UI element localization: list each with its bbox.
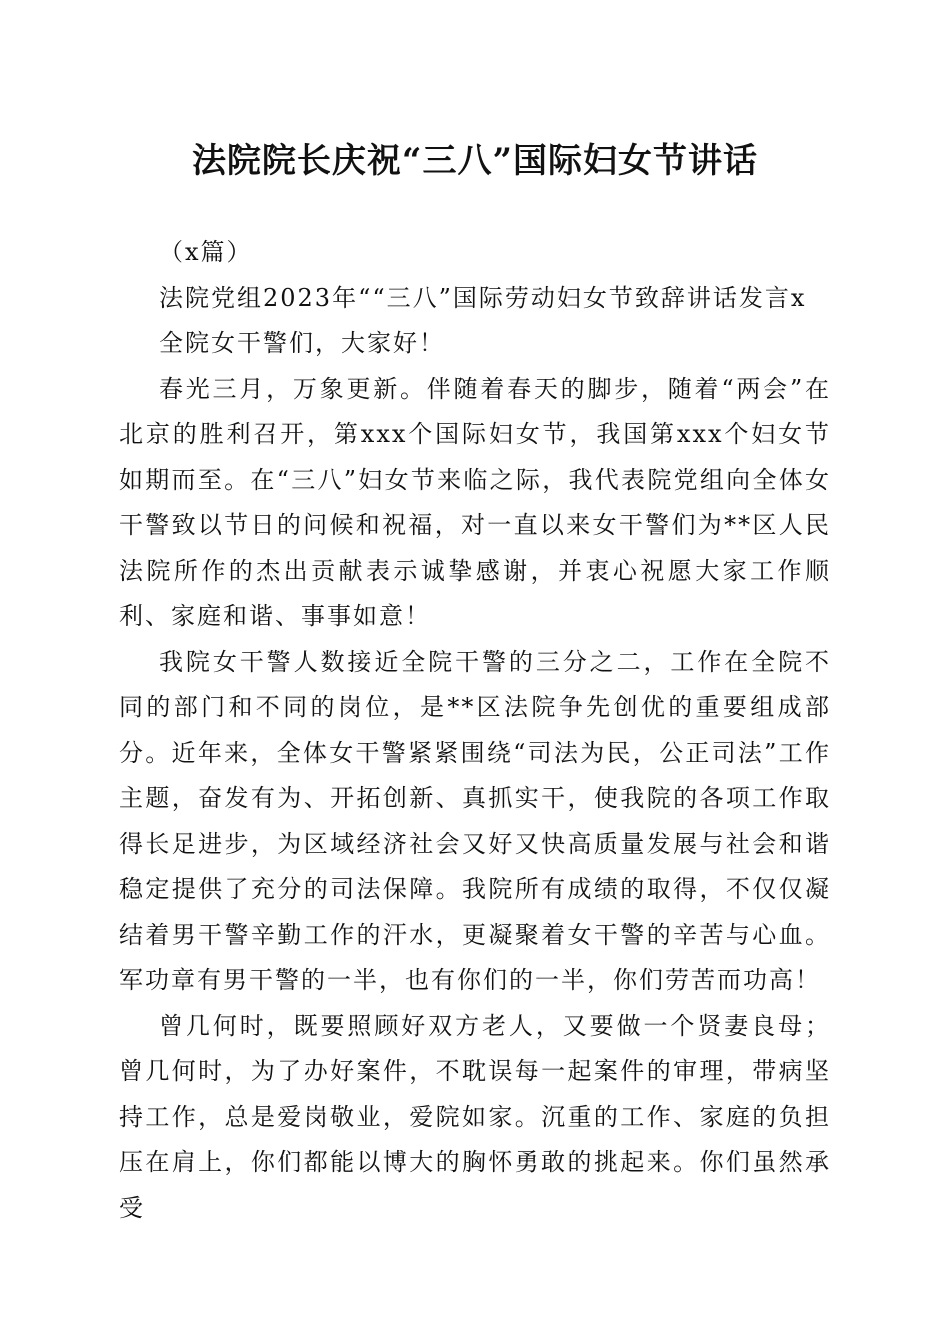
paragraph-subtitle: 法院党组2023年““三八”国际劳动妇女节致辞讲话发言x <box>159 283 807 312</box>
paragraph-greeting: 全院女干警们，大家好！ <box>159 329 445 357</box>
paragraph-body: 我院女干警人数接近全院干警的三分之二，工作在全院不同的部门和不同的岗位，是**区法院争先创优的重要组成部分。近年来，全体女干警紧紧围绕“司法为民，公正司法”工作主题，奋发有为、开拓创新、真抓实干，使我院的各项工作取得长足进步，为区域经济社会又好又快高质量发展与社会和谐稳定提供了充分的司法保障。我院所有成绩的取得，不仅仅凝结着男干警辛勤工作的汗水，更凝聚着女干警的辛苦与心血。军功章有男干警的一半，也有你们的一半，你们劳苦而功高！ <box>119 647 831 994</box>
paragraph-body: 曾几何时，既要照顾好双方老人，又要做一个贤妻良母；曾几何时，为了办好案件，不耽误每一起案件的审理，带病坚持工作，总是爱岗敬业，爱院如家。沉重的工作、家庭的负担压在肩上，你们都能以博大的胸怀勇敢的挑起来。你们虽然承受 <box>119 1011 831 1222</box>
paragraph-article-count: （x篇） <box>159 238 253 266</box>
document-title: 法院院长庆祝“三八”国际妇女节讲话 <box>191 141 759 181</box>
document-body <box>119 230 831 1231</box>
paragraph-body: 春光三月，万象更新。伴随着春天的脚步，随着“两会”在北京的胜利召开，第xxx个国际妇女节，我国第xxx个妇女节如期而至。在“三八”妇女节来临之际，我代表院党组向全体女干警致以节日的问候和祝福，对一直以来女干警们为**区人民法院所作的杰出贡献表示诚挚感谢，并衷心祝愿大家工作顺利、家庭和谐、事事如意！ <box>119 374 831 630</box>
